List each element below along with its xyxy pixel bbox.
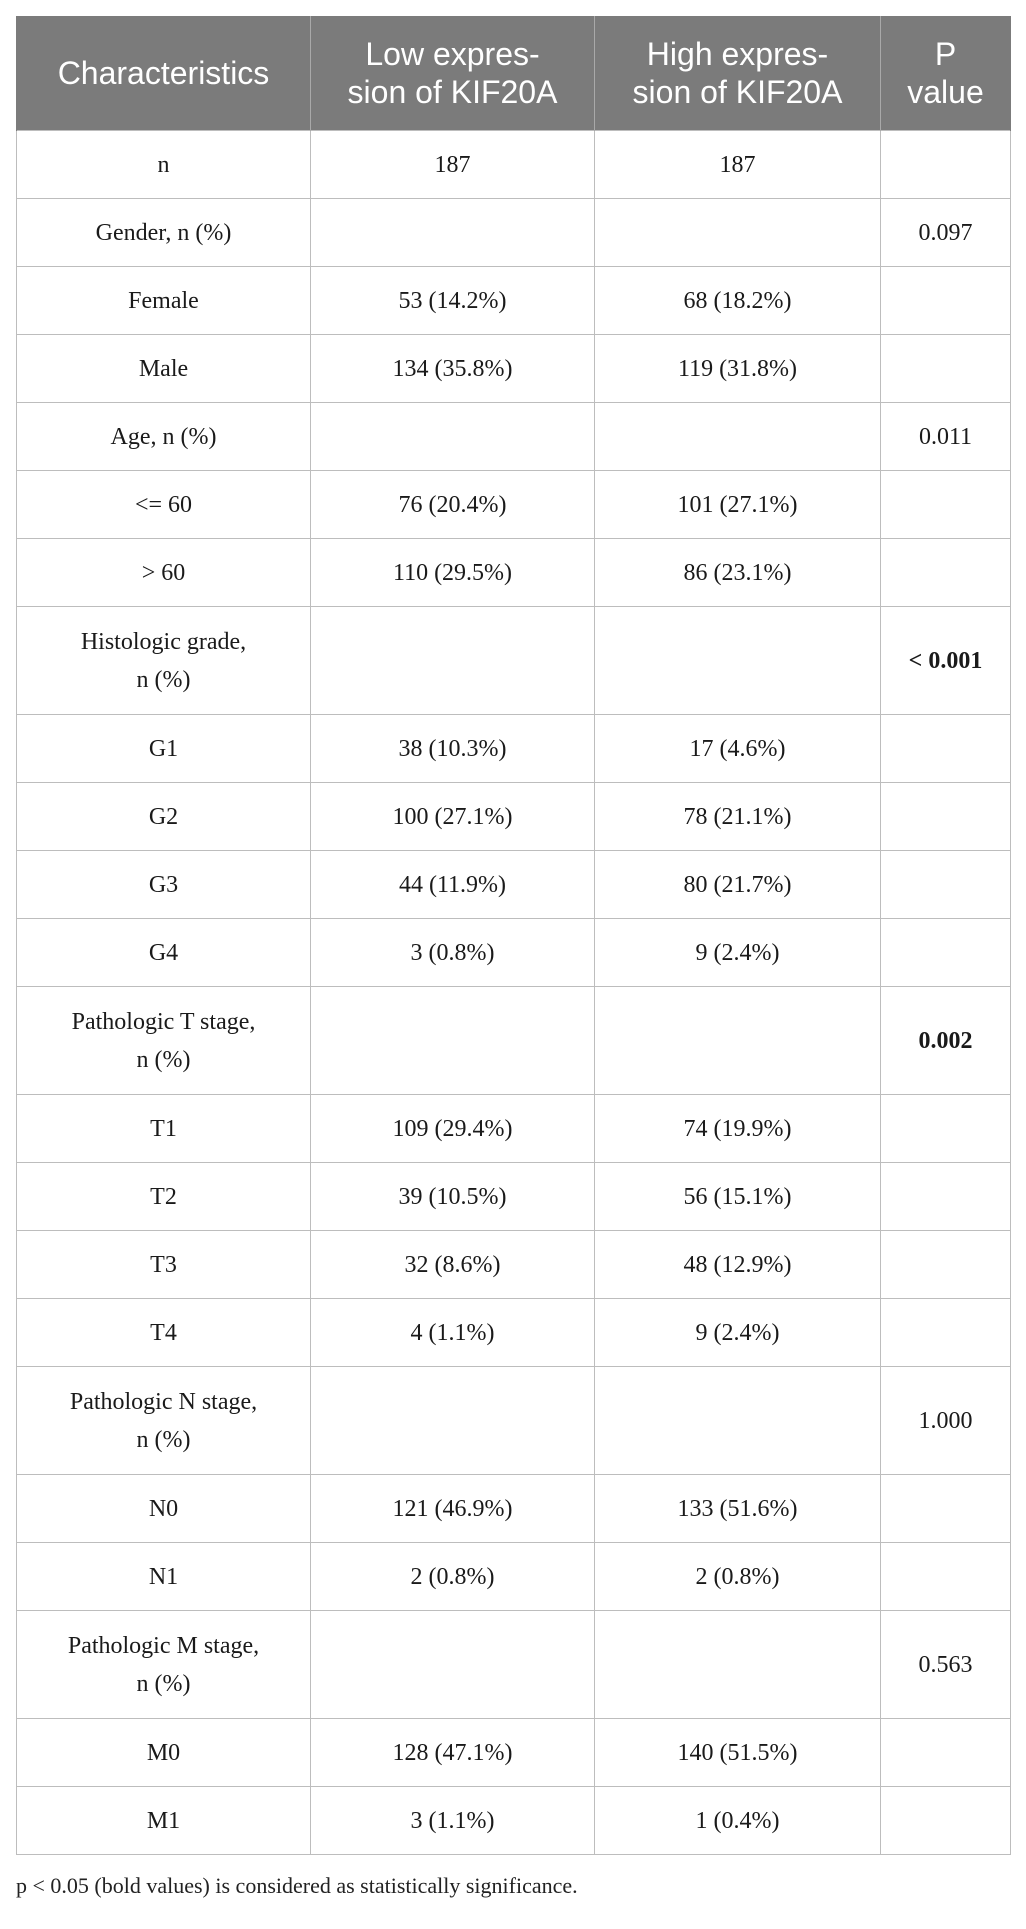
- characteristic-label: M1: [146, 1807, 181, 1834]
- cell-characteristic: [17, 403, 311, 471]
- cell-characteristic: [17, 199, 311, 267]
- cell-high-expression: [595, 1367, 881, 1475]
- characteristic-label: Pathologic T stage,: [71, 1008, 256, 1035]
- cell-p-value: 0.097: [881, 199, 1011, 267]
- cell-p-value: 0.563: [881, 1611, 1011, 1719]
- cell-high-expression: 2 (0.8%): [595, 1543, 881, 1611]
- cell-characteristic: [17, 1787, 311, 1855]
- table-row: [17, 1787, 1011, 1855]
- cell-characteristic: [17, 987, 311, 1095]
- characteristic-label: G3: [148, 871, 179, 898]
- cell-low-expression: 39 (10.5%): [311, 1163, 595, 1231]
- cell-high-expression: 86 (23.1%): [595, 539, 881, 607]
- cell-characteristic: [17, 1543, 311, 1611]
- cell-p-value: [881, 1299, 1011, 1367]
- characteristics-table: [16, 16, 1011, 1855]
- cell-characteristic: [17, 715, 311, 783]
- characteristic-label: T3: [150, 1251, 177, 1278]
- cell-p-value: 0.002: [881, 987, 1011, 1095]
- header-characteristics: [17, 16, 311, 131]
- cell-low-expression: 121 (46.9%): [311, 1475, 595, 1543]
- cell-high-expression: 187: [595, 131, 881, 199]
- table-body: [17, 131, 1011, 1855]
- cell-high-expression: [595, 199, 881, 267]
- cell-low-expression: [311, 199, 595, 267]
- cell-characteristic: [17, 1163, 311, 1231]
- cell-p-value: [881, 851, 1011, 919]
- cell-p-value: [881, 131, 1011, 199]
- cell-high-expression: 119 (31.8%): [595, 335, 881, 403]
- cell-high-expression: 78 (21.1%): [595, 783, 881, 851]
- cell-characteristic: [17, 335, 311, 403]
- characteristic-label: T2: [150, 1183, 177, 1210]
- cell-low-expression: 3 (0.8%): [311, 919, 595, 987]
- characteristic-label: N1: [148, 1563, 179, 1590]
- cell-low-expression: 100 (27.1%): [311, 783, 595, 851]
- cell-low-expression: 44 (11.9%): [311, 851, 595, 919]
- cell-characteristic: [17, 919, 311, 987]
- cell-p-value: [881, 919, 1011, 987]
- table-header: [17, 16, 1011, 131]
- cell-low-expression: 32 (8.6%): [311, 1231, 595, 1299]
- cell-high-expression: 17 (4.6%): [595, 715, 881, 783]
- cell-high-expression: 140 (51.5%): [595, 1719, 881, 1787]
- table-row: [17, 1095, 1011, 1163]
- table-row: [17, 1367, 1011, 1475]
- cell-characteristic: [17, 1367, 311, 1475]
- cell-p-value: [881, 1787, 1011, 1855]
- cell-low-expression: [311, 987, 595, 1095]
- characteristic-label: Male: [138, 355, 189, 382]
- table-row: [17, 987, 1011, 1095]
- header-line: Low expres-: [365, 36, 540, 72]
- cell-high-expression: 56 (15.1%): [595, 1163, 881, 1231]
- characteristic-label: M0: [146, 1739, 181, 1766]
- header-line: sion of KIF20A: [632, 74, 843, 110]
- cell-high-expression: [595, 607, 881, 715]
- characteristic-label-line2: n (%): [136, 1426, 191, 1453]
- cell-p-value: [881, 1231, 1011, 1299]
- cell-characteristic: [17, 1095, 311, 1163]
- cell-characteristic: [17, 851, 311, 919]
- header-high-expression: [595, 16, 881, 131]
- table-row: [17, 919, 1011, 987]
- table-row: [17, 335, 1011, 403]
- cell-low-expression: 134 (35.8%): [311, 335, 595, 403]
- cell-low-expression: 187: [311, 131, 595, 199]
- cell-low-expression: 128 (47.1%): [311, 1719, 595, 1787]
- cell-low-expression: 4 (1.1%): [311, 1299, 595, 1367]
- cell-high-expression: 101 (27.1%): [595, 471, 881, 539]
- table-row: [17, 1475, 1011, 1543]
- cell-high-expression: 80 (21.7%): [595, 851, 881, 919]
- table-row: [17, 471, 1011, 539]
- characteristic-label: Histologic grade,: [80, 628, 247, 655]
- cell-characteristic: [17, 267, 311, 335]
- table-row: [17, 783, 1011, 851]
- table-row: [17, 851, 1011, 919]
- cell-low-expression: [311, 607, 595, 715]
- characteristic-label-line2: n (%): [136, 1670, 191, 1697]
- cell-high-expression: 68 (18.2%): [595, 267, 881, 335]
- cell-low-expression: 76 (20.4%): [311, 471, 595, 539]
- characteristic-label: T1: [150, 1115, 177, 1142]
- cell-low-expression: [311, 403, 595, 471]
- cell-low-expression: [311, 1611, 595, 1719]
- cell-p-value: < 0.001: [881, 607, 1011, 715]
- cell-low-expression: [311, 1367, 595, 1475]
- cell-high-expression: 133 (51.6%): [595, 1475, 881, 1543]
- header-line: P: [934, 36, 957, 72]
- table-container: [16, 16, 1010, 1899]
- cell-p-value: [881, 783, 1011, 851]
- characteristic-label: N0: [148, 1495, 179, 1522]
- characteristic-label-line2: n (%): [136, 666, 191, 693]
- header-p-value: [881, 16, 1011, 131]
- cell-high-expression: [595, 987, 881, 1095]
- table-row: [17, 1719, 1011, 1787]
- cell-p-value: [881, 335, 1011, 403]
- cell-characteristic: [17, 471, 311, 539]
- cell-low-expression: 109 (29.4%): [311, 1095, 595, 1163]
- cell-p-value: [881, 1475, 1011, 1543]
- characteristic-label: G1: [148, 735, 179, 762]
- characteristic-label: G4: [148, 939, 179, 966]
- cell-p-value: [881, 471, 1011, 539]
- cell-characteristic: [17, 1611, 311, 1719]
- table-row: [17, 1543, 1011, 1611]
- characteristic-label: Female: [128, 287, 199, 314]
- cell-p-value: [881, 1095, 1011, 1163]
- table-row: [17, 1299, 1011, 1367]
- table-row: [17, 403, 1011, 471]
- table-row: [17, 199, 1011, 267]
- cell-high-expression: 48 (12.9%): [595, 1231, 881, 1299]
- cell-high-expression: 74 (19.9%): [595, 1095, 881, 1163]
- characteristic-label: Pathologic M stage,: [67, 1632, 260, 1659]
- cell-low-expression: 3 (1.1%): [311, 1787, 595, 1855]
- characteristic-label: Gender, n (%): [95, 219, 232, 246]
- cell-p-value: 0.011: [881, 403, 1011, 471]
- characteristic-label: G2: [148, 803, 179, 830]
- cell-p-value: [881, 1719, 1011, 1787]
- header-low-expression: [311, 16, 595, 131]
- cell-low-expression: 53 (14.2%): [311, 267, 595, 335]
- cell-low-expression: 38 (10.3%): [311, 715, 595, 783]
- cell-characteristic: [17, 607, 311, 715]
- header-line: sion of KIF20A: [347, 74, 558, 110]
- cell-characteristic: [17, 1719, 311, 1787]
- cell-p-value: [881, 267, 1011, 335]
- cell-p-value: [881, 715, 1011, 783]
- characteristic-label: Pathologic N stage,: [69, 1388, 258, 1415]
- table-row: [17, 1163, 1011, 1231]
- table-footnote: p < 0.05 (bold values) is considered as statistically significance.: [16, 1873, 578, 1898]
- cell-high-expression: [595, 403, 881, 471]
- header-line: High expres-: [646, 36, 829, 72]
- cell-p-value: [881, 1543, 1011, 1611]
- cell-high-expression: 9 (2.4%): [595, 919, 881, 987]
- cell-high-expression: 9 (2.4%): [595, 1299, 881, 1367]
- cell-low-expression: 2 (0.8%): [311, 1543, 595, 1611]
- header-line: Characteristics: [57, 55, 270, 91]
- characteristic-label-line2: n (%): [136, 1046, 191, 1073]
- header-line: value: [907, 74, 984, 110]
- characteristic-label: <= 60: [134, 491, 193, 518]
- cell-high-expression: 1 (0.4%): [595, 1787, 881, 1855]
- cell-high-expression: [595, 1611, 881, 1719]
- table-row: [17, 267, 1011, 335]
- cell-p-value: 1.000: [881, 1367, 1011, 1475]
- characteristic-label: T4: [150, 1319, 177, 1346]
- table-row: [17, 1611, 1011, 1719]
- table-row: [17, 607, 1011, 715]
- cell-characteristic: [17, 1299, 311, 1367]
- table-row: [17, 539, 1011, 607]
- header-row: [17, 16, 1011, 131]
- table-row: [17, 1231, 1011, 1299]
- characteristic-label: Age, n (%): [110, 423, 217, 450]
- cell-p-value: [881, 539, 1011, 607]
- characteristic-label: n: [157, 151, 170, 178]
- cell-characteristic: [17, 539, 311, 607]
- characteristic-label: > 60: [141, 559, 186, 586]
- table-row: [17, 131, 1011, 199]
- cell-characteristic: [17, 783, 311, 851]
- cell-p-value: [881, 1163, 1011, 1231]
- cell-characteristic: [17, 1475, 311, 1543]
- cell-characteristic: [17, 131, 311, 199]
- cell-characteristic: [17, 1231, 311, 1299]
- table-row: [17, 715, 1011, 783]
- cell-low-expression: 110 (29.5%): [311, 539, 595, 607]
